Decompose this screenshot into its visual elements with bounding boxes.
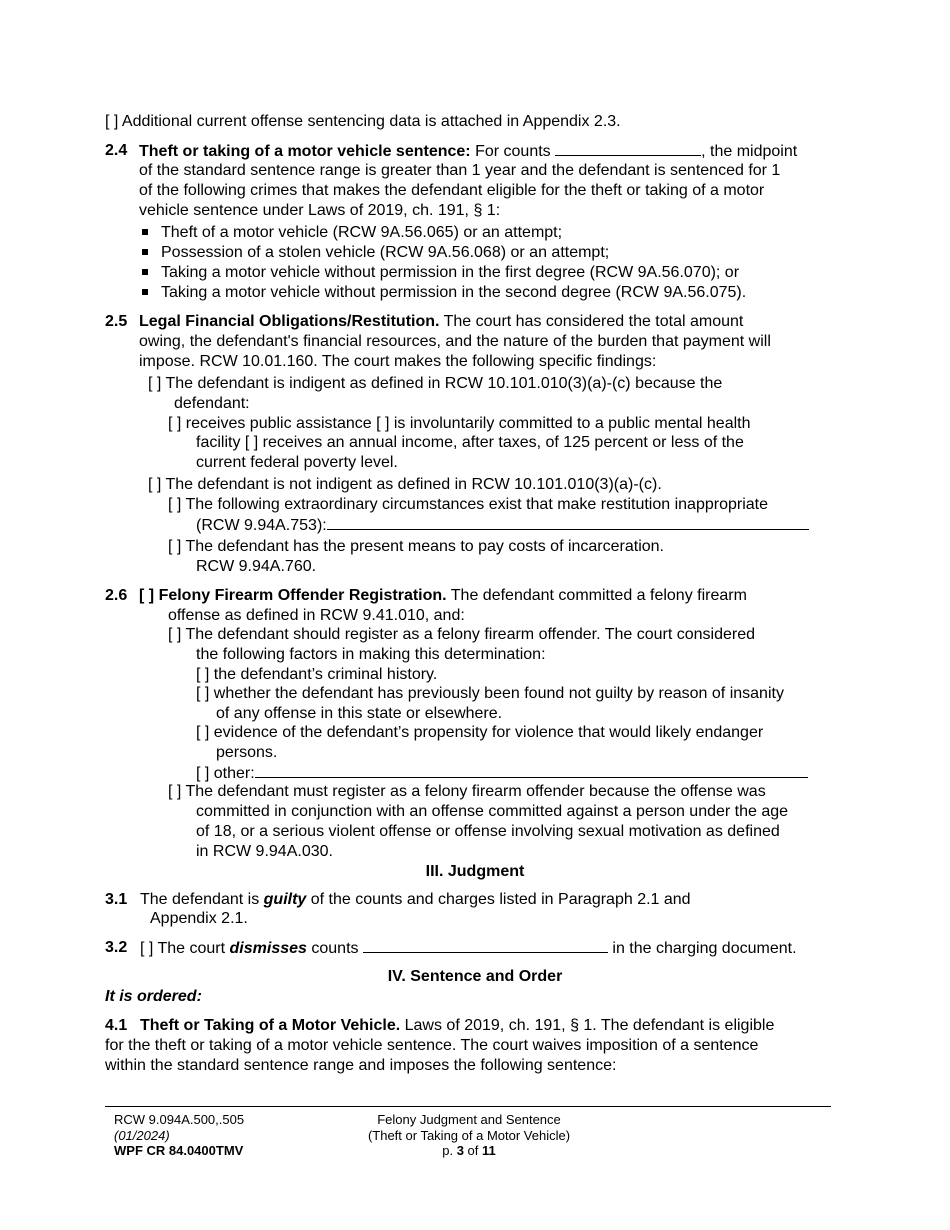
- section-2-4-post-blank: , the midpoint: [701, 143, 798, 160]
- bullet-icon: [142, 289, 148, 295]
- section-4-1-number: 4.1: [105, 1017, 128, 1034]
- footer-form-number: WPF CR 84.0400TMV: [114, 1143, 244, 1158]
- factor-violence-line-1[interactable]: [ ] evidence of the defendant’s propensity for violence that would likely endanger: [196, 724, 764, 741]
- bullet-icon: [142, 249, 148, 255]
- extraordinary-blank[interactable]: [327, 515, 809, 530]
- section-2-6-line-2: offense as defined in RCW 9.41.010, and:: [168, 607, 465, 624]
- bullet-icon: [142, 229, 148, 235]
- section-2-6-title: Felony Firearm Offender Registration.: [158, 587, 447, 604]
- list-item: Theft of a motor vehicle (RCW 9A.56.065) or an attempt;: [161, 224, 563, 241]
- should-register-line-2: the following factors in making this determination:: [196, 646, 546, 663]
- extraordinary-rcw: (RCW 9.94A.753):: [196, 517, 327, 534]
- counts-blank-2-4[interactable]: [555, 141, 701, 156]
- section-4-1-title: Theft or Taking of a Motor Vehicle.: [140, 1017, 401, 1034]
- must-register-checkbox-line[interactable]: [ ] The defendant must register as a felony firearm offender because the offense was: [168, 783, 766, 800]
- section-2-4-number: 2.4: [105, 142, 128, 159]
- section-3-1-line-2: Appendix 2.1.: [150, 910, 248, 927]
- sentence-heading: IV. Sentence and Order: [387, 968, 563, 985]
- footer-rcw: RCW 9.094A.500,.505: [114, 1112, 245, 1127]
- footer-page-mid: of: [463, 1143, 483, 1158]
- section-2-5-line-1-rest: The court has considered the total amount: [439, 313, 744, 330]
- dismisses-checkbox[interactable]: [ ] The court: [140, 940, 230, 957]
- judgment-heading: III. Judgment: [425, 863, 525, 880]
- list-item: Possession of a stolen vehicle (RCW 9A.56.068) or an attempt;: [161, 244, 610, 261]
- section-4-1-line-1: [140, 1016, 774, 1036]
- footer-title-2: (Theft or Taking of a Motor Vehicle): [367, 1128, 571, 1143]
- dismissed-counts-blank[interactable]: [363, 938, 608, 953]
- section-3-1-line-1: [140, 890, 691, 910]
- it-is-ordered: It is ordered:: [105, 988, 202, 1005]
- section-3-1-post: of the counts and charges listed in Paragraph 2.1 and: [306, 891, 691, 908]
- section-3-2-line: [140, 938, 797, 959]
- public-assistance-line-1[interactable]: [ ] receives public assistance [ ] is involuntarily committed to a public mental health: [168, 415, 751, 432]
- section-3-2-number: 3.2: [105, 939, 128, 956]
- section-3-1-number: 3.1: [105, 891, 128, 908]
- extraordinary-checkbox-line[interactable]: [ ] The following extraordinary circumstances exist that make restitution inappropriate: [168, 496, 768, 513]
- section-2-5-line-2: owing, the defendant's financial resources, and the nature of the burden that payment will: [139, 333, 771, 350]
- section-4-1-line-3: within the standard sentence range and imposes the following sentence:: [105, 1057, 617, 1074]
- factor-insanity-line-1[interactable]: [ ] whether the defendant has previously been found not guilty by reason of insanity: [196, 685, 784, 702]
- footer-page-pre: p.: [442, 1143, 457, 1158]
- section-2-5-title: Legal Financial Obligations/Restitution.: [139, 313, 440, 330]
- list-item: Taking a motor vehicle without permission in the first degree (RCW 9A.56.070); or: [161, 264, 740, 281]
- section-2-4-line-4: vehicle sentence under Laws of 2019, ch. 191, § 1:: [139, 202, 501, 219]
- section-2-6-line-1-rest: The defendant committed a felony firearm: [446, 587, 747, 604]
- footer-date: (01/2024): [114, 1128, 170, 1143]
- must-register-line-4: in RCW 9.94A.030.: [196, 843, 333, 860]
- footer-page-total: 11: [482, 1143, 496, 1158]
- section-4-1-line-1-rest: Laws of 2019, ch. 191, § 1. The defendant is eligible: [400, 1017, 775, 1034]
- section-2-4-line-1: [139, 141, 797, 162]
- footer-divider: [105, 1106, 831, 1107]
- section-3-2-post: in the charging document.: [607, 940, 797, 957]
- section-3-1-pre: The defendant is: [140, 891, 264, 908]
- footer-page-number: [339, 1143, 599, 1159]
- bullet-icon: [142, 269, 148, 275]
- firearm-registration-checkbox[interactable]: [ ]: [139, 587, 155, 604]
- factor-other-blank[interactable]: [255, 763, 808, 778]
- means-checkbox-line[interactable]: [ ] The defendant has the present means to pay costs of incarceration.: [168, 538, 664, 555]
- guilty-emphasis: guilty: [263, 891, 307, 908]
- not-indigent-checkbox-line[interactable]: [ ] The defendant is not indigent as defined in RCW 10.101.010(3)(a)-(c).: [148, 476, 662, 493]
- section-2-4-title: Theft or taking of a motor vehicle sentence:: [139, 143, 471, 160]
- section-2-4-pre-blank: For counts: [470, 143, 556, 160]
- section-3-2-mid: counts: [306, 940, 363, 957]
- appendix-2-3-line: [ ] Additional current offense sentencing data is attached in Appendix 2.3.: [105, 113, 621, 130]
- dismisses-emphasis: dismisses: [229, 940, 307, 957]
- must-register-line-2: committed in conjunction with an offense committed against a person under the age: [196, 803, 789, 820]
- section-2-5-line-3: impose. RCW 10.01.160. The court makes the following specific findings:: [139, 353, 657, 370]
- factor-other[interactable]: [ ] other:: [196, 765, 255, 782]
- section-2-6-number: 2.6: [105, 587, 128, 604]
- should-register-checkbox-line[interactable]: [ ] The defendant should register as a felony firearm offender. The court considered: [168, 626, 756, 643]
- factor-criminal-history[interactable]: [ ] the defendant’s criminal history.: [196, 666, 438, 683]
- section-4-1-line-2: for the theft or taking of a motor vehicle sentence. The court waives imposition of a sentence: [105, 1037, 759, 1054]
- means-line-2: RCW 9.94A.760.: [196, 558, 317, 575]
- factor-violence-line-2: persons.: [216, 744, 278, 761]
- indigent-line-2: defendant:: [174, 395, 250, 412]
- section-2-5-number: 2.5: [105, 313, 128, 330]
- section-2-4-line-2: of the standard sentence range is greater than 1 year and the defendant is sentenced for 1: [139, 162, 781, 179]
- indigent-checkbox-line[interactable]: [ ] The defendant is indigent as defined in RCW 10.101.010(3)(a)-(c) because the: [148, 375, 723, 392]
- footer-title-1: Felony Judgment and Sentence: [377, 1112, 561, 1127]
- section-2-5-line-1: [139, 312, 743, 332]
- footer-page-current: 3: [456, 1143, 464, 1158]
- extraordinary-line-2: [196, 515, 809, 536]
- factor-insanity-line-2: of any offense in this state or elsewhere.: [216, 705, 503, 722]
- must-register-line-3: of 18, or a serious violent offense or offense involving sexual motivation as defined: [196, 823, 780, 840]
- factor-other-line: [196, 763, 808, 784]
- list-item: Taking a motor vehicle without permission in the second degree (RCW 9A.56.075).: [161, 284, 747, 301]
- public-assistance-line-2: facility [ ] receives an annual income, after taxes, of 125 percent or less of the: [196, 434, 744, 451]
- section-2-4-line-3: of the following crimes that makes the defendant eligible for the theft or taking of a motor: [139, 182, 765, 199]
- public-assistance-line-3: current federal poverty level.: [196, 454, 398, 471]
- section-2-6-line-1: [139, 586, 747, 606]
